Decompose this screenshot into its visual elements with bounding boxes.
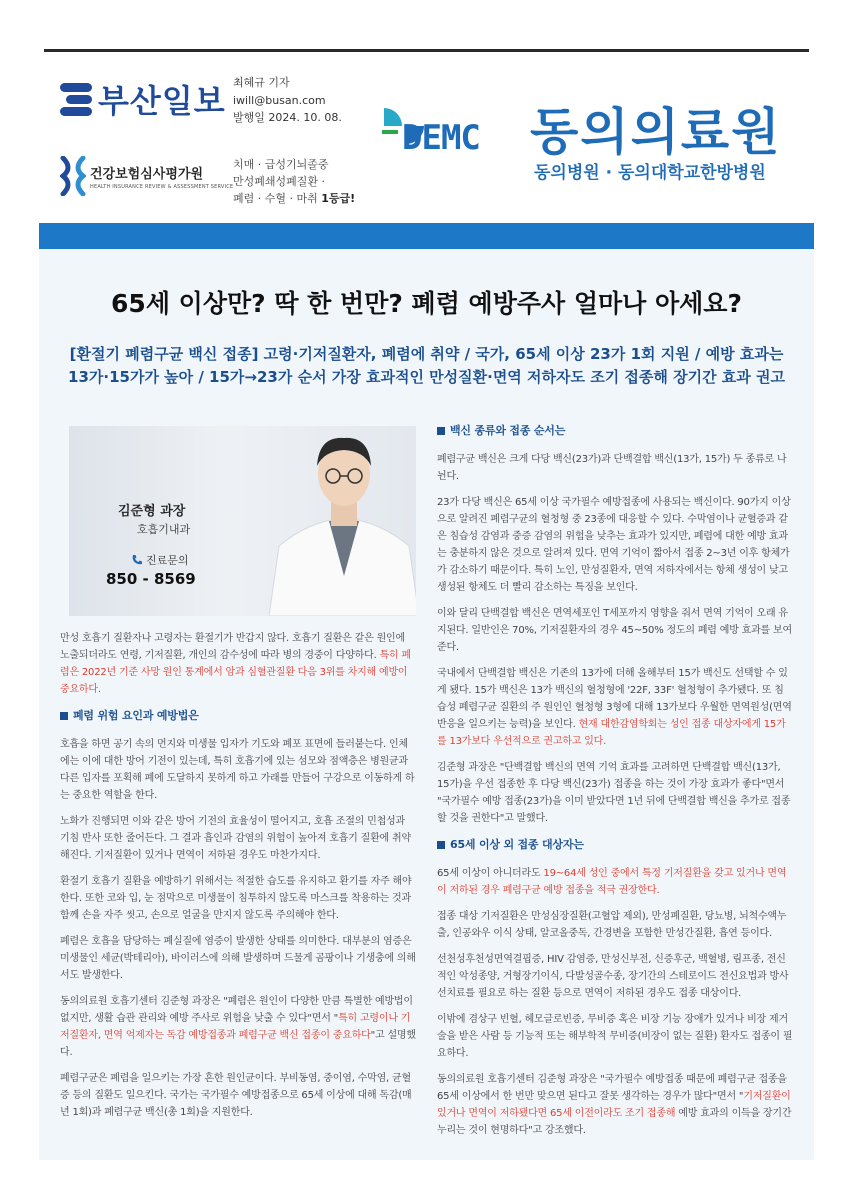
contact-label-text: 진료문의 (146, 554, 189, 567)
article-right-column (437, 418, 793, 1148)
paragraph: 선천성후천성면역결핍증, HIV 감염증, 만성신부전, 신증후군, 백혈병, 림프종, 전신적인 악성종양, 거형장기이식, 다발성골수종, 장기간의 스테로이드 전신요법과 방사선치료를 필요로 하는 질환 등으로 면역이 저하된 경우도 접종 대상이다. (437, 954, 789, 999)
doctor-portrait-image (269, 426, 416, 616)
doctor-department: 호흡기내과 (137, 523, 191, 536)
paragraph: 폐렴구균 백신은 크게 다당 백신(23가)과 단백결합 백신(13가, 15가) 두 종류로 나뉜다. (437, 454, 787, 482)
paragraph: 이밖에 겸상구 빈혈, 헤모글로빈증, 무비증 혹은 비장 기능 장애가 있거나 비장 제거술을 받은 사람 등 기능적 또는 해부학적 무비증(비장이 없는 질환) 환자도 접종이 필요하다. (437, 1014, 793, 1059)
hira-subtitle: HEALTH INSURANCE REVIEW & ASSESSMENT SERVICE (90, 183, 234, 190)
headline: 65세 이상만? 딱 한 번만? 폐렴 예방주사 얼마나 아세요? (111, 289, 742, 318)
demc-logo-text: DEMC (402, 118, 480, 158)
paragraph: 김준형 과장은 "단백결합 백신의 면역 기억 효과를 고려하면 단백결합 백신(13가, 15가)을 우선 접종한 후 다당 백신(23가) 접종을 하는 것이 가장 효과가 좋다"면서 "국가필수 예방 접종(23가)을 이미 받았다면 1년 뒤에 단백결합 백신을 추가로 접종할 것을 권한다"고 말했다. (437, 762, 791, 824)
contact-phone[interactable]: 850 - 8569 (106, 570, 196, 588)
hira-logo (60, 156, 233, 196)
byline (233, 74, 326, 110)
reporter-email[interactable]: iwill@busan.com (233, 94, 326, 107)
section-title: 폐렴 위험 요인과 예방법은 (60, 707, 416, 724)
square-bullet-icon (60, 712, 68, 720)
subheadline (39, 343, 814, 389)
section-title: 백신 종류와 접종 순서는 (437, 422, 793, 439)
square-bullet-icon (437, 841, 445, 849)
subhead-line: [환절기 폐렴구균 백신 접종] 고령·기저질환자, 폐렴에 취약 / 국가, 65세 이상 23가 1회 지원 / 예방 효과는 (69, 345, 784, 363)
hira-name: 건강보험심사평가원 (90, 166, 204, 182)
paragraph: 접종 대상 기저질환은 만성심장질환(고혈압 제외), 만성폐질환, 당뇨병, 뇌척수액누출, 인공와우 이식 상태, 알코올중독, 간경변을 포함한 만성간질환, 흡연 등이다. (437, 911, 787, 939)
square-bullet-icon (437, 427, 445, 435)
reporter: 최혜규 기자 (233, 76, 290, 89)
award-text (233, 156, 355, 207)
article-left-column (60, 630, 416, 1130)
section-title: 65세 이상 외 접종 대상자는 (437, 836, 793, 853)
hospital-name: 동의의료원 (530, 103, 782, 161)
top-rule (44, 49, 809, 52)
paragraph: 폐렴은 호흡을 담당하는 폐실질에 염증이 발생한 상태를 의미한다. 대부분의 염증은 미생물인 세균(박테리아), 바이러스에 의해 발생하며 드물게 곰팡이나 기생충에 의해서도 발생한다. (60, 936, 416, 981)
award-line: 폐렴 · 수혈 · 마취 1등급! (233, 192, 356, 205)
paragraph: 23가 다당 백신은 65세 이상 국가필수 예방접종에 사용되는 백신이다. 90가지 이상으로 알려진 폐렴구균의 혈청형 중 23종에 대응할 수 있다. 수막염이나 균혈증과 같은 침습성 감염과 중증 감염의 위험을 낮추는 효과가 있지만, 폐렴에 대한 예방 효과는 충분하지 않은 것으로 알려져 있다. 면역 기억이 짧아서 접종 2~3년 이후 항체가가 감소하기 때문이다. 특히 노인, 만성질환자, 면역 저하자에서는 항체 생성이 낮고 생성된 항체도 더 빨리 감소하는 특징을 보인다. (437, 497, 791, 593)
paragraph: 65세 이상이 아니더라도 19~64세 성인 중에서 특정 기저질환을 갖고 있거나 면역이 저하된 경우 폐렴구균 예방 접종을 적극 권장한다. (437, 868, 787, 896)
busan-ilbo-logo (60, 76, 226, 122)
paragraph: 이와 달리 단백결합 백신은 면역세포인 T세포까지 영향을 줘서 면역 기억이 오래 유지된다. 일반인은 70%, 기저질환자의 경우 45~50% 정도의 폐렴 예방 효과를 보여준다. (437, 608, 792, 653)
paragraph: 호흡을 하면 공기 속의 먼지와 미생물 입자가 기도와 폐포 표면에 들러붙는다. 인체에는 이에 대한 방어 기전이 있는데, 특히 호흡기에 있는 섬모와 점액층은 병원균과 다른 입자를 포획해 폐에 도달하지 못하게 하고 가래를 만들어 구강으로 이동하게 하는 중요한 역할을 한다. (60, 739, 415, 801)
paper-name: 부산일보 (98, 82, 226, 120)
award-line: 치매 · 급성기뇌졸중 (233, 158, 329, 171)
contact-label (131, 552, 189, 568)
paragraph: 노화가 진행되면 이와 같은 방어 기전의 효율성이 떨어지고, 호흡 조절의 민첩성과 기침 반사 또한 줄어든다. 그 결과 흡인과 감염의 위험이 높아져 호흡기 질환에 취약해진다. 기저질환이 있거나 면역이 저하된 경우도 마찬가지다. (60, 816, 411, 861)
paragraph: 동의의료원 호흡기센터 김준형 과장은 "폐렴은 원인이 다양한 만큼 특별한 예방법이 없지만, 생활 습관 관리와 예방 주사로 위험을 낮출 수 있다"면서 "특히 고령이나 기저질환자, 면역 억제자는 독감 예방접종과 폐렴구균 백신 접종이 중요하다"고 설명했다. (60, 996, 416, 1058)
paragraph: 환절기 호흡기 질환을 예방하기 위해서는 적절한 습도를 유지하고 환기를 자주 해야 한다. 또한 코와 입, 눈 점막으로 미생물이 침투하지 않도록 마스크를 착용하는 것과 함께 손을 자주 씻고, 손으로 얼굴을 만지지 않도록 주의해야 한다. (60, 876, 412, 921)
publish-date: 발행일 2024. 10. 08. (233, 111, 342, 124)
phone-icon (131, 554, 143, 566)
paragraph: 폐렴구균은 폐렴을 일으키는 가장 흔한 원인균이다. 부비동염, 중이염, 수막염, 균혈증 등의 질환도 일으킨다. 국가는 국가필수 예방접종으로 65세 이상에 대해 독감(매년 1회)과 폐렴구균 백신(총 1회)을 지원한다. (60, 1073, 412, 1118)
subhead-line: 13가·15가가 높아 / 15가→23가 순서 가장 효과적인 만성질환·면역 저하자도 조기 접종해 장기간 효과 권고 (68, 368, 785, 386)
hospital-subtitle: 동의병원 · 동의대학교한방병원 (534, 163, 766, 183)
paragraph: 동의의료원 호흡기센터 김준형 과장은 "국가필수 예방접종 때문에 폐렴구균 접종을 65세 이상에서 한 번만 맞으면 된다고 잘못 생각하는 경우가 많다"면서 "기저질환이 있거나 면역이 저하됐다면 65세 이전이라도 조기 접종해 예방 효과의 이득을 장기간 누리는 것이 현명하다"고 강조했다. (437, 1074, 792, 1136)
doctor-name: 김준형 과장 (118, 504, 186, 519)
paragraph: 국내에서 단백결합 백신은 기존의 13가에 더해 올해부터 15가 백신도 선택할 수 있게 됐다. 15가 백신은 13가 백신의 혈청형에 '22F, 33F' 혈청형이 추가됐다. 또 침습성 폐렴구균 질환의 주 원인인 혈청형 3형에 대해 13가보다 우월한 면역원성(면역 반응을 일으키는 능력)을 보인다. 현재 대한감염학회는 성인 접종 대상자에게 15가를 13가보다 우선적으로 권고하고 있다. (437, 668, 792, 747)
paragraph: 만성 호흡기 질환자나 고령자는 환절기가 반갑지 않다. 호흡기 질환은 같은 원인에 노출되더라도 연령, 기저질환, 개인의 감수성에 따라 병의 경중이 다양하다. 특히 폐렴은 2022년 기준 사망 원인 통계에서 암과 심혈관질환 다음 3위를 차지해 예방이 중요하다. (60, 633, 411, 695)
busan-ilbo-mark-icon (60, 81, 92, 117)
blue-band (39, 223, 814, 249)
hira-mark-icon (60, 156, 86, 196)
award-line: 만성폐쇄성폐질환 · (233, 175, 326, 188)
